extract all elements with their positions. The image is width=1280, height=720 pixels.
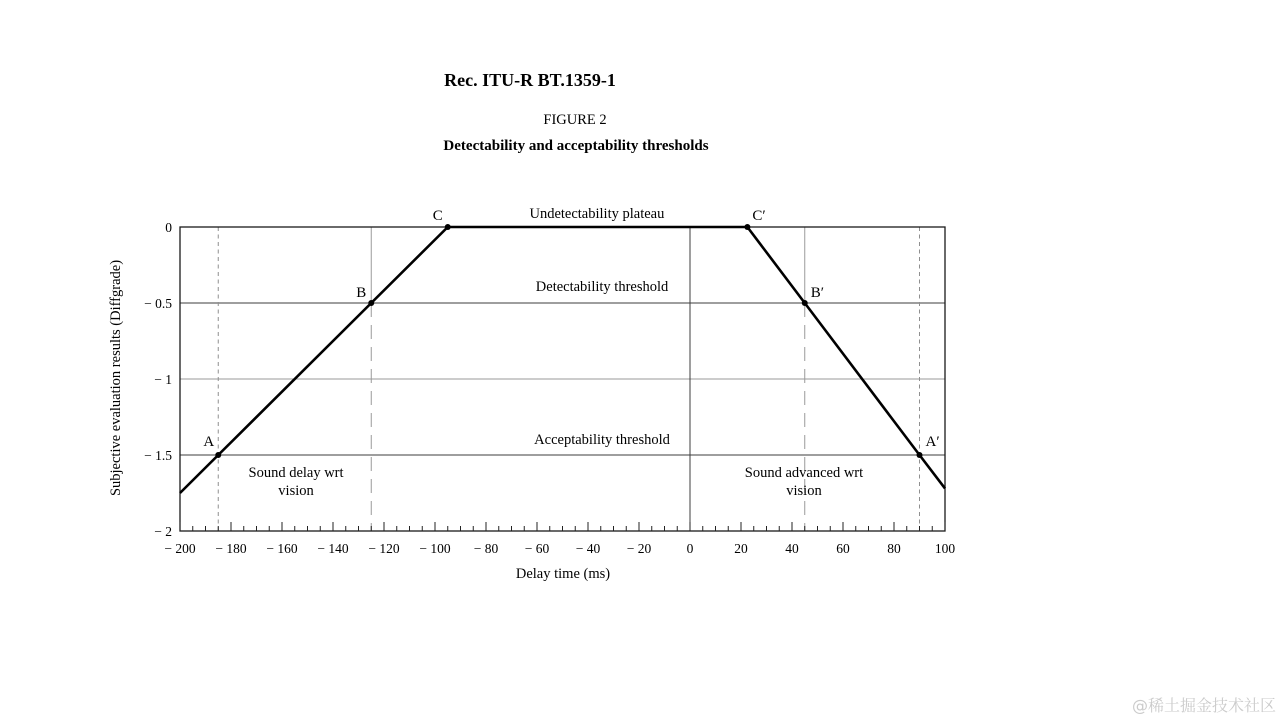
y-tick-label: − 0.5 [144,296,172,311]
sound-advanced-region-label [745,465,863,499]
data-point-marker [368,300,374,306]
detectability-threshold-label-line: Detectability threshold [535,278,669,295]
point-label: A′ [925,434,940,450]
acceptability-threshold-label [534,432,670,448]
data-point-marker [802,300,808,306]
point-label: B [356,285,367,301]
acceptability-threshold-label-line: Acceptability threshold [534,432,670,449]
data-point-marker [917,452,923,458]
y-tick-label: − 1.5 [144,448,172,463]
y-tick-label: − 2 [154,524,172,539]
x-tick-label: − 20 [626,541,652,556]
x-tick-label: 0 [686,541,694,556]
x-tick-label: 40 [785,541,799,556]
data-point-marker [744,224,750,230]
y-tick-label: 0 [165,220,172,235]
document-heading: Rec. ITU-R BT.1359-1 [444,70,616,90]
x-tick-label: − 60 [524,541,550,556]
watermark: @稀土掘金技术社区 [1131,696,1276,715]
x-tick-label: − 40 [575,541,601,556]
x-tick-label: − 80 [473,541,499,556]
x-tick-label: − 140 [317,541,349,556]
sound-advanced-region-label-line: vision [786,483,822,500]
subjective-evaluation-curve [180,227,945,493]
x-tick-label: − 120 [368,541,400,556]
data-point-marker [215,452,221,458]
sound-delay-region-label-line: Sound delay wrt [248,465,344,482]
undetectability-plateau-label [529,206,664,222]
sound-delay-region-label-line: vision [278,483,314,500]
data-point-marker [445,224,451,230]
x-tick-label: − 100 [419,541,451,556]
x-tick-label: − 200 [164,541,196,556]
point-label: C [432,208,443,224]
sound-delay-region-label [249,465,344,499]
x-tick-label: 20 [734,541,748,556]
figure-number-label: FIGURE 2 [543,112,607,128]
x-tick-label: 80 [887,541,901,556]
x-tick-label: − 180 [215,541,247,556]
x-tick-label: − 160 [266,541,298,556]
detectability-threshold-label [536,279,669,295]
figure-title: Detectability and acceptability thresholds [443,138,709,154]
y-axis-title: Subjective evaluation results (Diffgrade) [108,259,124,497]
sound-advanced-region-label-line: Sound advanced wrt [744,465,864,482]
undetectability-plateau-label-line: Undetectability plateau [529,205,665,222]
y-tick-label: − 1 [154,372,172,387]
x-tick-label: 60 [836,541,850,556]
x-tick-label: 100 [934,541,956,556]
x-axis-title: Delay time (ms) [515,566,611,582]
point-label: A [203,434,215,450]
point-label: B′ [810,285,825,301]
point-label: C′ [752,208,766,224]
